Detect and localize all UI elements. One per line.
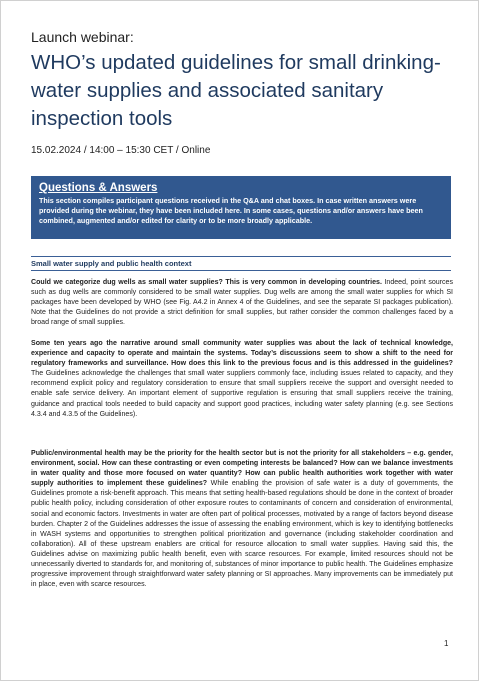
qa-title: Questions & Answers [39,182,158,194]
paragraph-2 [31,339,453,420]
answer-2: The Guidelines acknowledge the challenges that small water suppliers commonly face, including issues related to capacity, and they recommend explicit policy and regulatory consideration to ensure that small suppliers receive the support and oversight needed to enable safe service delivery. An important element of supportive regulation is ensuring that small suppliers receive the training, guidance and practical tools needed to build capacity and support good practices, including water safety planning (e.g. see Sections 4.3.4 and 4.3.5 of the Guidelines). [31,370,453,418]
event-date: 15.02.2024 / 14:00 – 15:30 CET / Online [31,145,211,156]
document-title: WHO’s updated guidelines for small drinking-water supplies and associated sanitary inspection tools [31,51,441,130]
answer-3: While enabling the provision of safe water is a duty of governments, the Guidelines promote a risk-benefit approach. This means that setting health-based regulations should be done in the context of broader public health policy, including consideration of other exposure routes to contaminants of concern and consideration of environmental, social and economic factors. Investments in water are often part of political processes, motivated by a range of factors beyond disease burden. Chapter 2 of the Guidelines addresses the issue of assessing the enabling environment, which is key to identifying bottlenecks in WASH systems and opportunities to strengthen political prioritization and governance (including stakeholder coordination and collaboration). All of these upstream enablers are critical for resource allocation to small water supplies. Having said this, the Guidelines advise on maximizing public health benefit, even with scarce resources. For example, limited resources should not be unnecessarily diverted to standards for, and monitoring of, substances of minor importance to public health. The Guidelines emphasize progressive improvement through straightforward water safety planning or SI approaches. Many improvements can be immediately put in place, even with scarce resources. [31,480,454,589]
pre-title: Launch webinar: [31,29,134,45]
page-number: 1 [444,639,449,648]
section-heading: Small water supply and public health context [31,256,451,271]
qa-intro-box [31,176,451,239]
question-2: Some ten years ago the narrative around small community water supplies was about the lack of technical knowledge, experience and capacity to operate and maintain the systems. Today’s discussions seem to show a shift to the need for regulatory frameworks and surveillance. How does this link to the previous focus and is this addressed in the guidelines? [31,340,453,368]
paragraph-1 [31,278,453,328]
question-1: Could we categorize dug wells as small water supplies? This is very common in developing countries. [31,279,382,286]
question-3: Public/environmental health may be the priority for the health sector but is not the priority for all stakeholders – e.g. gender, environment, social. How can these contrasting or even competing interests be balanced? How can we balance investments in water quality and those more focused on water quantity? How can public health authorities work together with water supply authorities to implement these guidelines? [31,450,453,488]
qa-description: This section compiles participant questions received in the Q&A and chat boxes. In case written answers were provided during the webinar, they have been included here. In some cases, questions and/or answers have been combined, augmented and/or edited for clarity or to be more broadly applicable. [39,196,423,225]
answer-1: Indeed, point sources such as dug wells are commonly considered to be small water supplies. Dug wells are among the small water supplies for which SI packages have been developed by WHO (see Fig. A4.2 in Annex 4 of the Guidelines, and see the separate SI packages publication). Note that the Guidelines do not provide a strict definition for small supplies, but rather consider the common challenges faced by a broad range of small supplies. [31,279,453,327]
paragraph-3 [31,449,453,590]
